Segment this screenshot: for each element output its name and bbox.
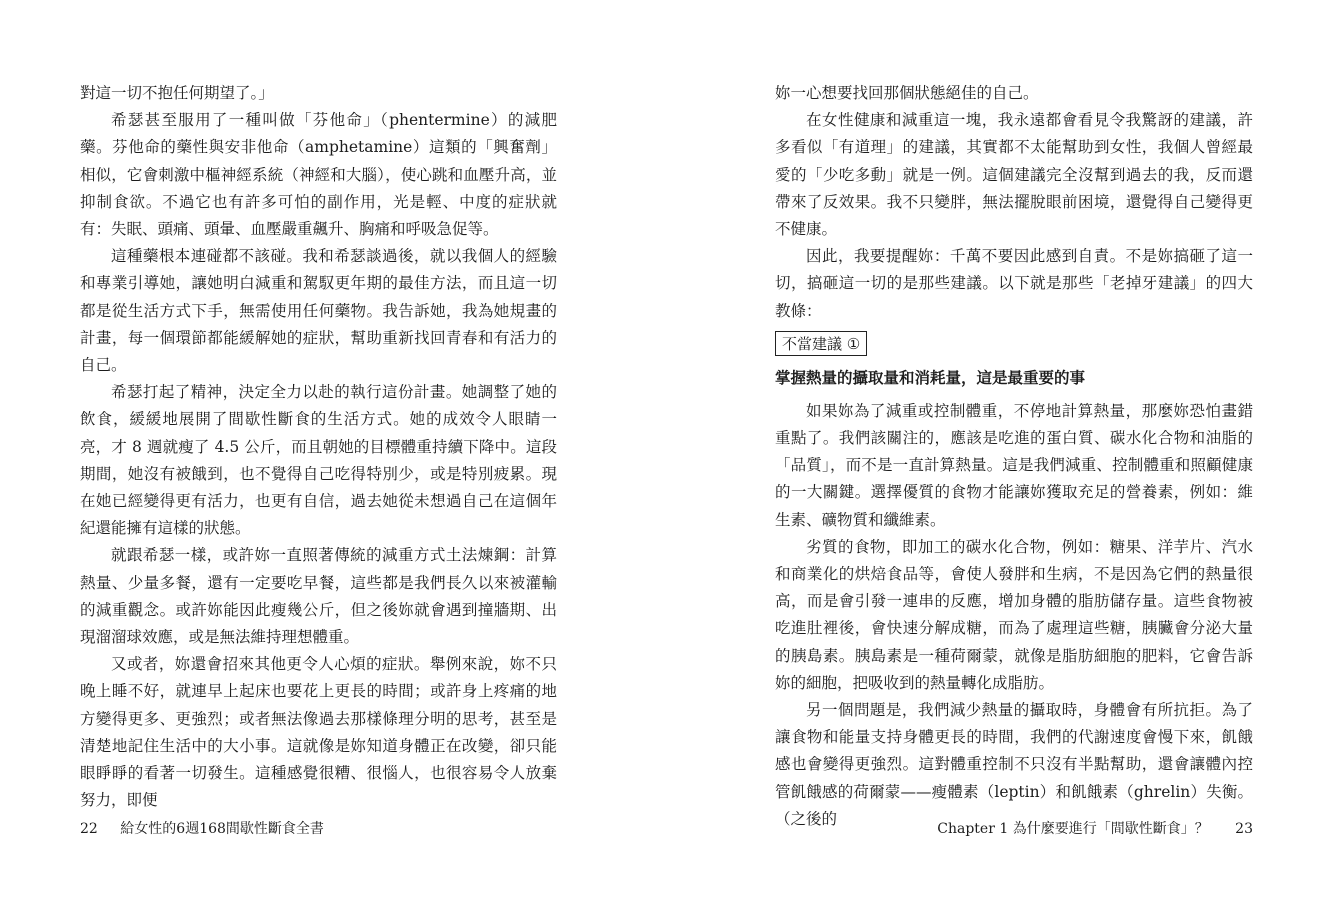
paragraph: 對這一切不抱任何期望了。」 (80, 84, 274, 102)
paragraph: 劣質的食物，即加工的碳水化合物，例如：糖果、洋芋片、汽水和商業化的烘焙食品等，會使人發胖和生病，不是因為它們的熱量很高，而是會引發一連串的反應，增加身體的脂肪儲存量。這些食物被吃進肚裡後，會快速分解成糖，而為了處理這些糖，胰臟會分泌大量的胰島素。胰島素是一種荷爾蒙，就像是脂肪細胞的肥料，它會告訴妳的細胞，把吸收到的熱量轉化成脂肪。 (775, 537, 1253, 692)
paragraph: 在女性健康和減重這一塊，我永遠都會看見令我驚訝的建議，許多看似「有道理」的建議，其實都不太能幫助到女性，我個人曾經最愛的「少吃多動」就是一例。這個建議完全沒幫到過去的我，反而還帶來了反效果。我不只變胖，無法擺脫眼前困境，還覺得自己變得更不健康。 (775, 111, 1253, 239)
section-heading: 掌握熱量的攝取量和消耗量，這是最重要的事 (775, 368, 1086, 387)
running-book-title: 給女性的6週168間歇性斷食全書 (120, 821, 324, 837)
paragraph: 這種藥根本連碰都不該碰。我和希瑟談過後，就以我個人的經驗和專業引導她，讓她明白減重和駕馭更年期的最佳方法，而且這一切都是從生活方式下手，無需使用任何藥物。我告訴她，我為她規畫的計畫，每一個環節都能緩解她的症狀，幫助重新找回青春和有活力的自己。 (80, 247, 557, 375)
paragraph: 希瑟打起了精神，決定全力以赴的執行這份計畫。她調整了她的飲食，緩緩地展開了間歇性斷食的生活方式。她的成效令人眼睛一亮，才 8 週就瘦了 4.5 公斤，而且朝她的目標體重持續下降中。這段期間，她沒有被餓到，也不覺得自己吃得特別少，或是特別疲累。現在她已經變得更有活力，也更有自信，過去她從未想過自己在這個年紀還能擁有這樣的狀態。 (80, 383, 557, 538)
advice-box-label: 不當建議 ① (775, 331, 867, 356)
paragraph: 就跟希瑟一樣，或許妳一直照著傳統的減重方式土法煉鋼：計算熱量、少量多餐，還有一定要吃早餐，這些都是我們長久以來被灌輸的減重觀念。或許妳能因此瘦幾公斤，但之後妳就會遇到撞牆期、出現溜溜球效應，或是無法維持理想體重。 (80, 546, 557, 647)
left-page-footer (80, 820, 324, 838)
right-page-footer (937, 820, 1253, 838)
paragraph: 另一個問題是，我們減少熱量的攝取時，身體會有所抗拒。為了讓食物和能量支持身體更長的時間，我們的代謝速度會慢下來，飢餓感也會變得更強烈。這對體重控制不只沒有半點幫助，還會讓體內控管飢餓感的荷爾蒙——瘦體素（leptin）和飢餓素（ghrelin）失衡。（之後的 (775, 701, 1253, 828)
paragraph: 又或者，妳還會招來其他更令人心煩的症狀。舉例來說，妳不只晚上睡不好，就連早上起床也要花上更長的時間；或許身上疼痛的地方變得更多、更強烈；或者無法像過去那樣條理分明的思考，甚至是清楚地記住生活中的大小事。這就像是妳知道身體正在改變，卻只能眼睜睜的看著一切發生。這種感覺很糟、很惱人，也很容易令人放棄努力，即便 (80, 655, 557, 810)
right-page-body (775, 80, 1253, 833)
page-number: 22 (80, 821, 98, 837)
paragraph: 因此，我要提醒妳：千萬不要因此感到自責。不是妳搞砸了這一切，搞砸這一切的是那些建議。以下就是那些「老掉牙建議」的四大教條： (775, 247, 1253, 320)
paragraph: 如果妳為了減重或控制體重，不停地計算熱量，那麼妳恐怕畫錯重點了。我們該關注的，應該是吃進的蛋白質、碳水化合物和油脂的「品質」，而不是一直計算熱量。這是我們減重、控制體重和照顧健康的一大關鍵。選擇優質的食物才能讓妳獲取充足的營養素，例如：維生素、礦物質和纖維素。 (775, 401, 1253, 529)
running-chapter-title: Chapter 1 為什麼要進行「間歇性斷食」？ (937, 821, 1209, 837)
page-number: 23 (1235, 821, 1253, 837)
right-page (665, 0, 1330, 900)
paragraph: 妳一心想要找回那個狀態絕佳的自己。 (775, 84, 1039, 102)
left-page-body (80, 80, 557, 814)
paragraph: 希瑟甚至服用了一種叫做「芬他命」（phentermine）的減肥藥。芬他命的藥性與安非他命（amphetamine）這類的「興奮劑」相似，它會刺激中樞神經系統（神經和大腦），使心跳和血壓升高，並抑制食欲。不過它也有許多可怕的副作用，光是輕、中度的症狀就有：失眠、頭痛、頭暈、血壓嚴重飆升、胸痛和呼吸急促等。 (80, 111, 557, 239)
